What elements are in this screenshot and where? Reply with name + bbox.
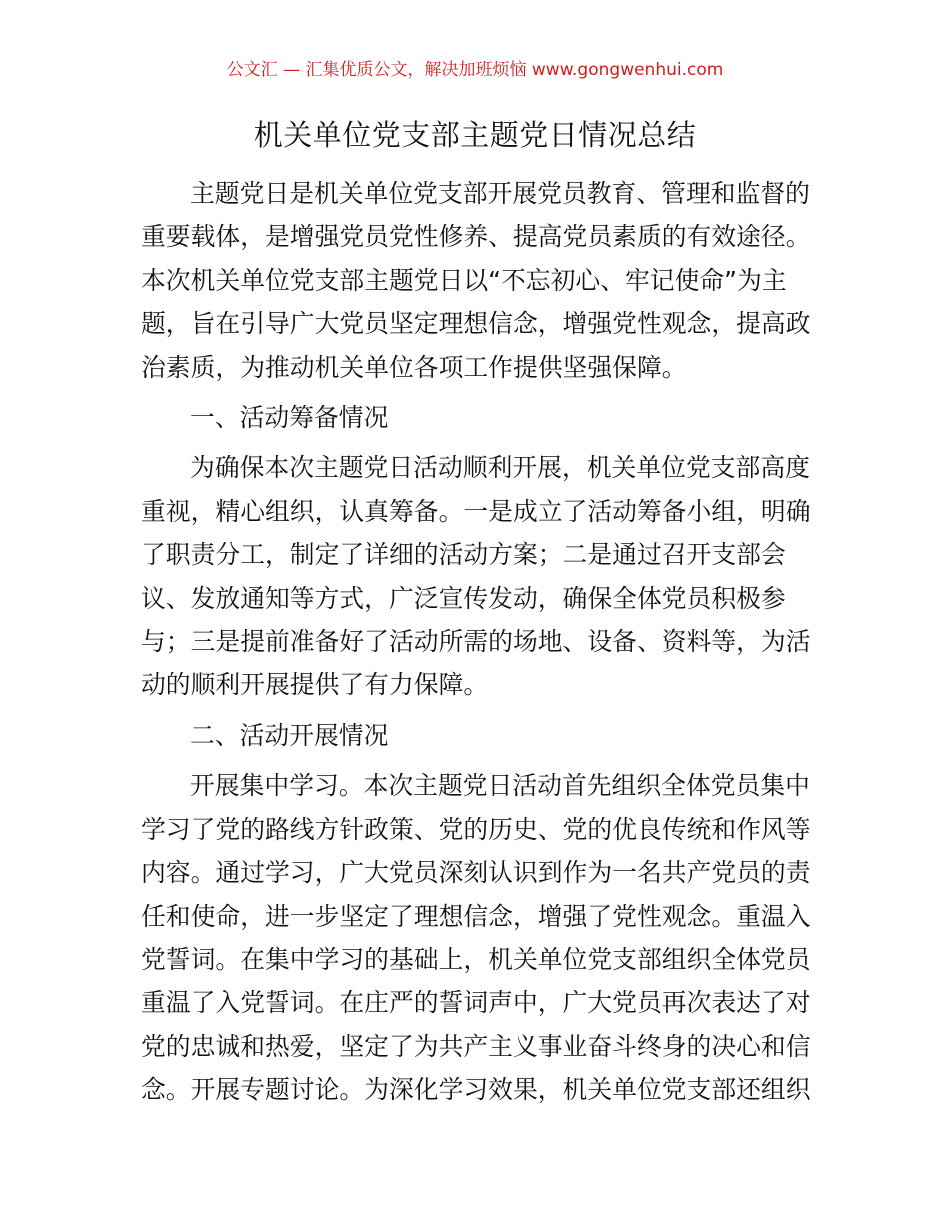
preparation-line: 动的顺利开展提供了有力保障。 [141, 670, 489, 700]
activities-line: 学习了党的路线方针政策、党的历史、党的优良传统和作风等 [141, 814, 811, 844]
document-title: 机关单位党支部主题党日情况总结 [253, 118, 697, 152]
activities-line: 念。开展专题讨论。为深化学习效果，机关单位党支部还组织 [141, 1075, 811, 1105]
section-heading-preparation: 一、活动筹备情况 [190, 403, 389, 433]
intro-line: 题，旨在引导广大党员坚定理想信念，增强党性观念，提高政 [141, 309, 811, 339]
intro-line: 本次机关单位党支部主题党日以“不忘初心、牢记使命”为主 [141, 265, 787, 295]
activities-line: 内容。通过学习，广大党员深刻认识到作为一名共产党员的责 [141, 858, 811, 888]
activities-line: 任和使命，进一步坚定了理想信念，增强了党性观念。重温入 [141, 901, 811, 931]
preparation-line: 为确保本次主题党日活动顺利开展，机关单位党支部高度 [190, 453, 810, 483]
preparation-line: 重视，精心组织，认真筹备。一是成立了活动筹备小组，明确 [141, 496, 811, 526]
activities-line: 开展集中学习。本次主题党日活动首先组织全体党员集中 [190, 771, 810, 801]
preparation-line: 了职责分工，制定了详细的活动方案；二是通过召开支部会 [141, 540, 786, 570]
header-watermark: 公文汇 — 汇集优质公文，解决加班烦恼 www.gongwenhui.com [226, 60, 724, 80]
activities-line: 党誓词。在集中学习的基础上，机关单位党支部组织全体党员 [141, 944, 811, 974]
intro-line: 主题党日是机关单位党支部开展党员教育、管理和监督的 [190, 179, 810, 208]
intro-line: 重要载体，是增强党员党性修养、提高党员素质的有效途径。 [141, 222, 811, 252]
activities-line: 重温了入党誓词。在庄严的誓词声中，广大党员再次表达了对 [141, 988, 811, 1018]
activities-paragraph [141, 764, 817, 1111]
preparation-paragraph [141, 446, 817, 706]
preparation-line: 与；三是提前准备好了活动所需的场地、设备、资料等，为活 [141, 627, 811, 657]
section-heading-activities: 二、活动开展情况 [190, 720, 389, 750]
intro-paragraph [141, 172, 817, 389]
preparation-line: 议、发放通知等方式，广泛宣传发动，确保全体党员积极参 [141, 583, 786, 613]
activities-line: 党的忠诚和热爱，坚定了为共产主义事业奋斗终身的决心和信 [141, 1031, 811, 1061]
document-body [141, 172, 817, 1112]
intro-line: 治素质，为推动机关单位各项工作提供坚强保障。 [141, 352, 687, 382]
